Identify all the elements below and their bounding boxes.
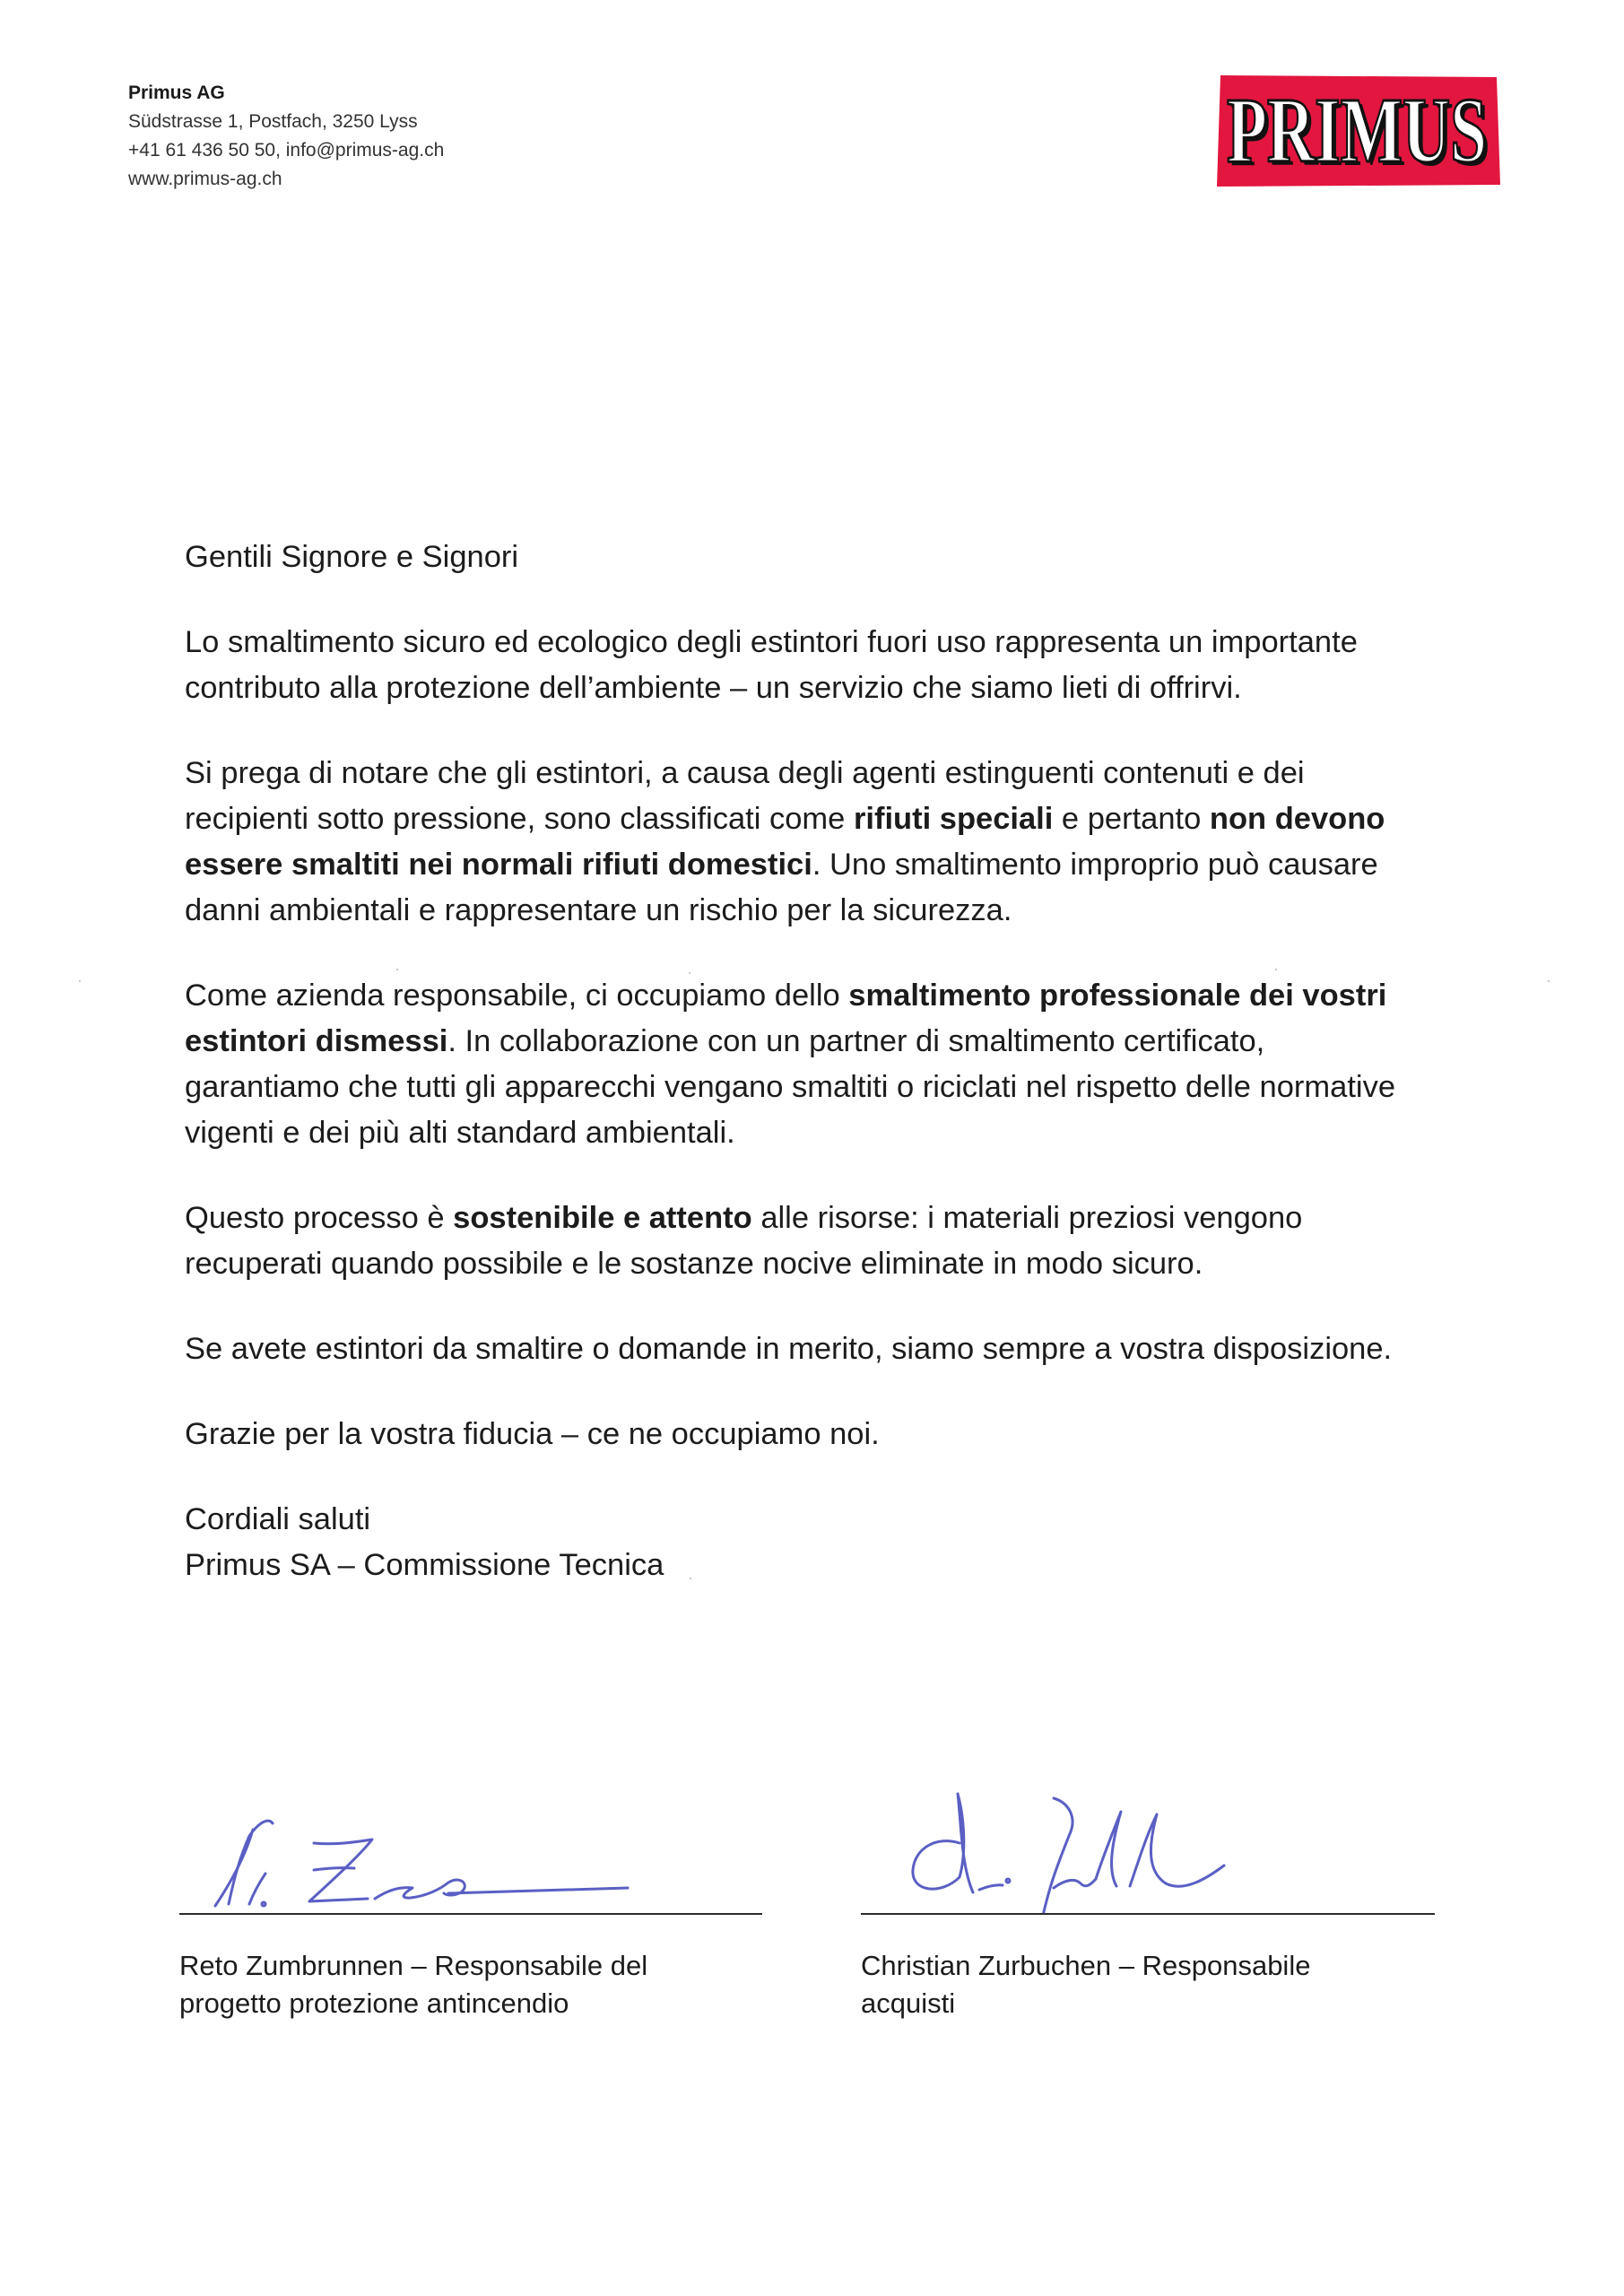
signatory-1 <box>179 1947 762 2022</box>
paragraph-5 <box>185 1326 1458 1372</box>
paragraph-2-line <box>185 796 1458 842</box>
paragraph-1 <box>185 620 1458 711</box>
paragraph-4 <box>185 1196 1458 1287</box>
signatory-2-name: Christian Zurbuchen – Responsabile <box>861 1950 1311 1981</box>
paragraph-5-line: Se avete estintori da smaltire o domande in merito, siamo sempre a vostra disposizione. <box>185 1332 1393 1366</box>
signatory-1-name: Reto Zumbrunnen – Responsabile del <box>179 1950 648 1981</box>
bold-text: rifiuti speciali <box>853 802 1054 836</box>
scan-speck <box>1548 980 1550 982</box>
text-run: . In collaborazione con un partner di smaltimento certificato, <box>447 1024 1265 1058</box>
sender-website: www.primus-ag.ch <box>128 169 282 189</box>
text-run: alle risorse: i materiali preziosi vengono <box>751 1201 1303 1235</box>
handwritten-signature-1 <box>179 1780 762 1915</box>
scan-speck <box>690 1578 691 1579</box>
paragraph-3-line <box>185 1019 1458 1065</box>
paragraph-2-line: danni ambientali e rappresentare un rischio per la sicurezza. <box>185 893 1012 927</box>
signatory-2-role: acquisti <box>861 1987 956 2019</box>
signature-1-area <box>179 1780 762 1915</box>
signature-stroke <box>913 1794 973 1892</box>
text-run: e pertanto <box>1053 802 1210 836</box>
signature-stroke <box>1040 1798 1073 1915</box>
scan-speck <box>396 969 398 970</box>
signature-line <box>179 1913 762 1915</box>
scan-speck <box>689 972 690 974</box>
sign-off: Primus SA – Commissione Tecnica <box>185 1548 664 1582</box>
signature-stroke <box>979 1885 1003 1890</box>
signature-stroke <box>1006 1879 1010 1883</box>
bold-text: estintori dismessi <box>185 1024 448 1058</box>
sender-contact: +41 61 436 50 50, info@primus-ag.ch <box>128 140 445 161</box>
signature-stroke <box>229 1821 273 1904</box>
paragraph-6 <box>185 1412 1458 1457</box>
primus-logo <box>1215 75 1502 188</box>
paragraph-3 <box>185 973 1458 1156</box>
paragraph-3-line: garantiamo che tutti gli apparecchi vengano smaltiti o riciclati nel rispetto delle normative <box>185 1070 1396 1104</box>
paragraph-3-line <box>185 973 1458 1019</box>
signature-stroke <box>1130 1814 1224 1886</box>
sender-address-block <box>128 79 444 194</box>
signatory-2 <box>861 1947 1435 2022</box>
bold-text: sostenibile e attento <box>453 1201 752 1235</box>
signature-block-1 <box>179 1780 762 2022</box>
handwritten-signature-2 <box>861 1780 1435 1915</box>
signature-stroke <box>1054 1879 1096 1888</box>
scan-speck <box>1275 969 1277 970</box>
primus-logo-graphic <box>1215 75 1502 188</box>
logo-text-shadow: PRIMUS <box>1230 83 1490 186</box>
closing: Cordiali saluti <box>185 1502 371 1536</box>
signatory-1-role: progetto protezione antincendio <box>179 1987 569 2019</box>
signature-2-area <box>861 1780 1435 1915</box>
text-run: Come azienda responsabile, ci occupiamo dello <box>185 978 849 1013</box>
bold-text: non devono <box>1209 802 1385 836</box>
paragraph-4-line <box>185 1196 1458 1241</box>
signature-stroke <box>249 1874 265 1904</box>
paragraph-2 <box>185 751 1458 934</box>
sender-address: Südstrasse 1, Postfach, 3250 Lyss <box>128 111 418 132</box>
signature-line <box>861 1913 1435 1915</box>
bold-text: essere smaltiti nei normali rifiuti domestici <box>185 848 812 882</box>
paragraph-1-line: contributo alla protezione dell’ambiente – un servizio che siamo lieti di offrirvi. <box>185 671 1242 705</box>
paragraph-2-line: Si prega di notare che gli estintori, a causa degli agenti estinguenti contenuti e dei <box>185 756 1305 790</box>
text-run: recipienti sotto pressione, sono classificati come <box>185 802 854 836</box>
salutation: Gentili Signore e Signori <box>185 540 519 574</box>
signature-stroke <box>314 1868 354 1870</box>
bold-text: smaltimento professionale dei vostri <box>848 978 1387 1013</box>
letter-body <box>185 535 1458 1588</box>
signature-stroke <box>448 1888 628 1893</box>
paragraph-1-line: Lo smaltimento sicuro ed ecologico degli estintori fuori uso rappresenta un importante <box>185 625 1358 659</box>
signature-stroke <box>262 1902 265 1906</box>
signature-stroke <box>375 1880 465 1899</box>
signature-block-2 <box>861 1780 1435 2022</box>
paragraph-6-line: Grazie per la vostra fiducia – ce ne occupiamo noi. <box>185 1417 880 1451</box>
sender-company: Primus AG <box>128 83 225 103</box>
scan-speck <box>79 980 81 982</box>
paragraph-3-line: vigenti e dei più alti standard ambientali. <box>185 1116 735 1150</box>
text-run: . Uno smaltimento improprio può causare <box>812 848 1378 882</box>
paragraph-2-line <box>185 842 1458 888</box>
paragraph-4-line: recuperati quando possibile e le sostanze nocive eliminate in modo sicuro. <box>185 1247 1203 1281</box>
text-run: Questo processo è <box>185 1201 454 1235</box>
signature-stroke <box>1096 1812 1121 1886</box>
logo-text: PRIMUS <box>1227 79 1487 182</box>
